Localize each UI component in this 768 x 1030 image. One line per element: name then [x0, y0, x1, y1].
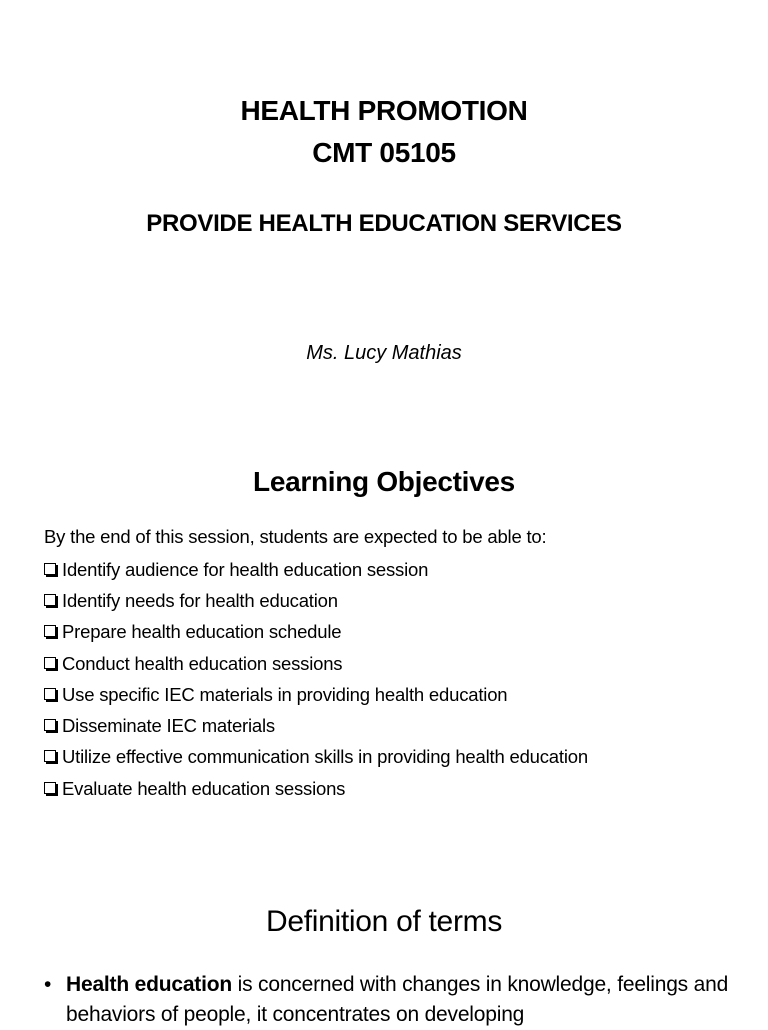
course-code: CMT 05105 — [312, 137, 456, 168]
objective-text: Disseminate IEC materials — [62, 715, 275, 737]
definition-paragraph — [44, 970, 766, 1030]
course-name: HEALTH PROMOTION — [240, 95, 528, 126]
objective-text: Utilize effective communication skills in providing health education — [62, 746, 588, 768]
title-slide — [0, 0, 768, 420]
objectives-list — [44, 554, 588, 804]
list-item — [44, 617, 588, 648]
list-item — [44, 648, 588, 679]
objective-text: Identify needs for health education — [62, 589, 338, 611]
objective-text: Evaluate health education sessions — [62, 777, 346, 799]
checkbox-icon — [44, 563, 56, 575]
list-item — [44, 710, 588, 741]
checkbox-icon — [44, 594, 56, 606]
course-title — [0, 90, 768, 174]
checkbox-icon — [44, 657, 56, 669]
list-item — [44, 585, 588, 616]
objectives-heading: Learning Objectives — [253, 466, 515, 497]
objective-text: Use specific IEC materials in providing health education — [62, 683, 508, 705]
objectives-slide — [0, 440, 768, 840]
objectives-intro: By the end of this session, students are expected to be able to: — [44, 526, 547, 547]
definition-slide — [0, 880, 768, 1024]
checkbox-icon — [44, 688, 56, 700]
list-item — [44, 742, 588, 773]
objective-text: Conduct health education sessions — [62, 652, 343, 674]
bullet-icon: • — [44, 973, 52, 996]
slide-subtitle: PROVIDE HEALTH EDUCATION SERVICES — [146, 210, 622, 237]
checkbox-icon — [44, 625, 56, 637]
author-name: Ms. Lucy Mathias — [306, 342, 462, 364]
checkbox-icon — [44, 782, 56, 794]
definition-text: is concerned with changes in knowledge, feelings and behaviors of people, it concentrates on developing — [66, 973, 729, 1026]
checkbox-icon — [44, 750, 56, 762]
objective-text: Identify audience for health education session — [62, 558, 429, 580]
list-item — [44, 679, 588, 710]
list-item — [44, 554, 588, 585]
checkbox-icon — [44, 719, 56, 731]
definition-term: Health education — [66, 973, 232, 996]
definition-heading: Definition of terms — [265, 905, 503, 938]
list-item — [44, 773, 588, 804]
objective-text: Prepare health education schedule — [62, 621, 342, 643]
